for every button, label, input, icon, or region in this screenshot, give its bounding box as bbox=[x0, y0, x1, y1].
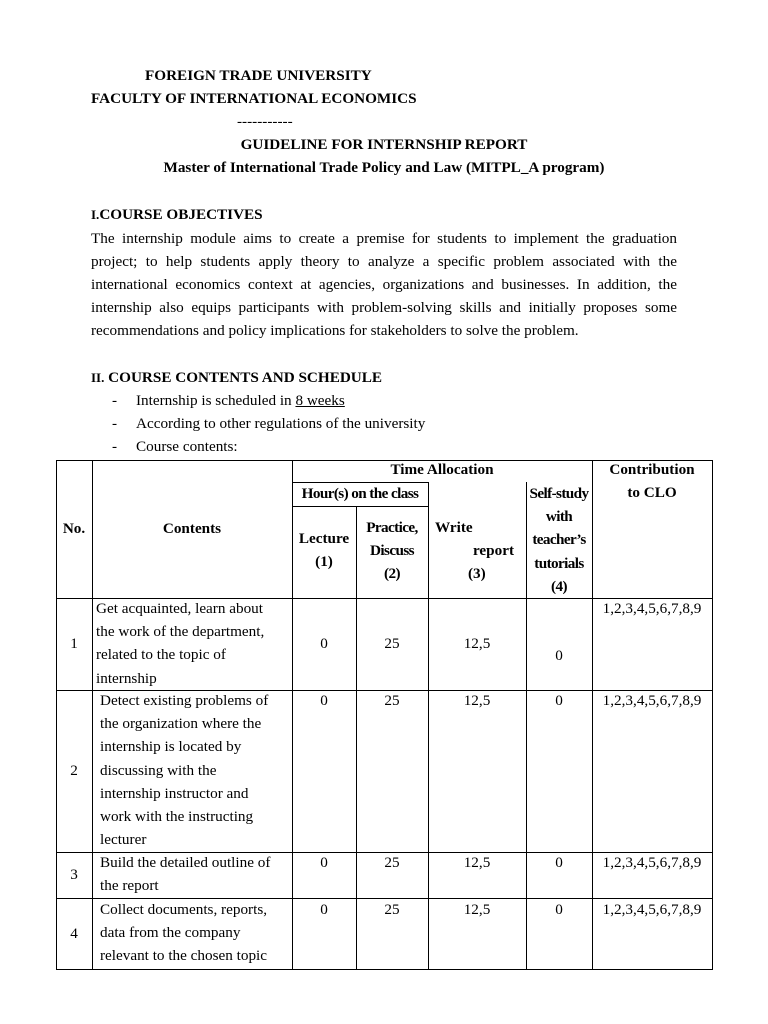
row-4-content-line: relevant to the chosen topic bbox=[100, 947, 268, 965]
row-1-content-line: Get acquainted, learn about bbox=[96, 600, 263, 617]
header-contents: Contents bbox=[162, 520, 222, 537]
row-4-write: 12,5 bbox=[463, 901, 491, 918]
row-4-practice: 25 bbox=[384, 901, 400, 918]
header-practice-line2: Discuss bbox=[370, 542, 414, 560]
row-1-content-line: related to the topic of bbox=[96, 646, 226, 664]
header-self-line2: with bbox=[545, 508, 573, 526]
section-1-number: I. bbox=[91, 207, 100, 222]
row-2-clo: 1,2,3,4,5,6,7,8,9 bbox=[602, 692, 702, 709]
row-3-clo: 1,2,3,4,5,6,7,8,9 bbox=[602, 854, 702, 871]
university-name: FOREIGN TRADE UNIVERSITY bbox=[145, 67, 372, 84]
bullet-regulations-text: According to other regulations of the university bbox=[136, 415, 426, 432]
section-1-title: COURSE OBJECTIVES bbox=[99, 206, 263, 223]
bullet-schedule-text: Internship is scheduled in bbox=[136, 392, 296, 409]
row-4-self: 0 bbox=[555, 901, 563, 918]
document-subtitle: Master of International Trade Policy and Law (MITPL_A program) bbox=[163, 159, 605, 176]
row-3-content-line: Build the detailed outline of bbox=[100, 854, 271, 871]
row-2-content-line: discussing with the bbox=[100, 761, 217, 779]
table-border-right bbox=[712, 460, 713, 970]
header-time-allocation: Time Allocation bbox=[390, 461, 494, 478]
separator: ----------- bbox=[237, 113, 293, 130]
bullet-dash: - bbox=[112, 438, 118, 455]
bullet-schedule-weeks: 8 weeks bbox=[295, 392, 345, 409]
row-2-content-line: internship instructor and bbox=[100, 784, 249, 802]
header-self-line1: Self-study bbox=[529, 485, 589, 502]
document-title: GUIDELINE FOR INTERNSHIP REPORT bbox=[240, 136, 528, 153]
row-2-content-line: lecturer bbox=[100, 831, 147, 849]
bullet-regulations bbox=[112, 412, 425, 435]
row-4-clo: 1,2,3,4,5,6,7,8,9 bbox=[602, 901, 702, 918]
row-2-content-line: work with the instructing bbox=[100, 808, 254, 826]
header-write-report bbox=[428, 516, 526, 586]
header-clo bbox=[592, 458, 712, 504]
row-4-content-line: Collect documents, reports, bbox=[100, 901, 268, 918]
row-3-write: 12,5 bbox=[463, 854, 491, 871]
table-line-after-self bbox=[592, 460, 593, 970]
row-4-no: 4 bbox=[70, 925, 78, 942]
row-2-content-line: the organization where the bbox=[100, 715, 262, 733]
header-hours-on-class: Hour(s) on the class bbox=[301, 485, 419, 502]
header-lecture-line1: Lecture bbox=[298, 530, 350, 547]
row-4-contents bbox=[100, 898, 292, 968]
header-clo-line2: to CLO bbox=[627, 484, 677, 502]
row-3-content-line: the report bbox=[100, 877, 159, 895]
row-1-content-line: the work of the department, bbox=[96, 623, 265, 641]
bullet-dash: - bbox=[112, 392, 118, 409]
header-self-study bbox=[526, 482, 592, 598]
row-2-self: 0 bbox=[555, 692, 563, 709]
row-1-self: 0 bbox=[555, 647, 563, 664]
header-self-line3: teacher’s bbox=[532, 531, 586, 549]
row-3-no: 3 bbox=[70, 866, 78, 883]
row-4-lecture: 0 bbox=[320, 901, 328, 918]
row-3-lecture: 0 bbox=[320, 854, 328, 871]
bullet-dash: - bbox=[112, 415, 118, 432]
row-3-self: 0 bbox=[555, 854, 563, 871]
row-1-clo: 1,2,3,4,5,6,7,8,9 bbox=[602, 600, 702, 617]
row-2-write: 12,5 bbox=[463, 692, 491, 709]
row-2-contents bbox=[100, 689, 292, 851]
row-1-contents bbox=[96, 597, 292, 690]
row-1-no: 1 bbox=[70, 635, 78, 652]
header-practice-line3: (2) bbox=[384, 565, 400, 583]
row-1-practice: 25 bbox=[384, 635, 400, 652]
section-1-paragraph: The internship module aims to create a premise for students to implement the graduation project; to help students apply theory to analyze a specific problem associated with the international economics context at agencies, organizations and businesses. In addition, the internship also equips participants with problem-solving skills and initially proposes some recommendations and policy implications for stakeholders to solve the problem. bbox=[91, 230, 677, 339]
row-3-contents bbox=[100, 851, 292, 897]
section-1-heading bbox=[91, 203, 263, 226]
header-clo-line1: Contribution bbox=[609, 461, 695, 478]
header-practice-line1: Practice, bbox=[366, 519, 418, 536]
section-2-number: II. bbox=[91, 370, 105, 385]
table-line-hours-bottom bbox=[292, 506, 428, 507]
row-2-content-line: Detect existing problems of bbox=[100, 692, 269, 709]
header-lecture bbox=[292, 527, 356, 573]
section-2-title: COURSE CONTENTS AND SCHEDULE bbox=[108, 369, 383, 386]
header-no: No. bbox=[62, 520, 86, 537]
bullet-contents-text: Course contents: bbox=[136, 438, 238, 455]
header-write-line2: report bbox=[472, 542, 514, 560]
header-write-line3: (3) bbox=[468, 565, 486, 583]
header-self-line4: tutorials bbox=[534, 554, 584, 572]
bullet-contents bbox=[112, 435, 238, 458]
row-2-no: 2 bbox=[70, 762, 78, 779]
row-1-content-line: internship bbox=[96, 669, 157, 687]
course-contents-table bbox=[56, 460, 713, 970]
header-practice bbox=[356, 516, 428, 586]
header-write-line1: Write bbox=[435, 519, 473, 536]
row-4-content-line: data from the company bbox=[100, 924, 241, 942]
header-self-line5: (4) bbox=[551, 577, 567, 595]
row-1-lecture: 0 bbox=[320, 635, 328, 652]
section-2-heading bbox=[91, 366, 382, 389]
bullet-schedule bbox=[112, 389, 345, 412]
row-2-content-line: internship is located by bbox=[100, 738, 242, 756]
table-border-bottom bbox=[56, 969, 713, 970]
row-2-practice: 25 bbox=[384, 692, 400, 709]
header-lecture-line2: (1) bbox=[315, 553, 333, 571]
row-3-practice: 25 bbox=[384, 854, 400, 871]
faculty-name: FACULTY OF INTERNATIONAL ECONOMICS bbox=[91, 90, 417, 107]
row-1-write: 12,5 bbox=[463, 635, 491, 652]
row-2-lecture: 0 bbox=[320, 692, 328, 709]
